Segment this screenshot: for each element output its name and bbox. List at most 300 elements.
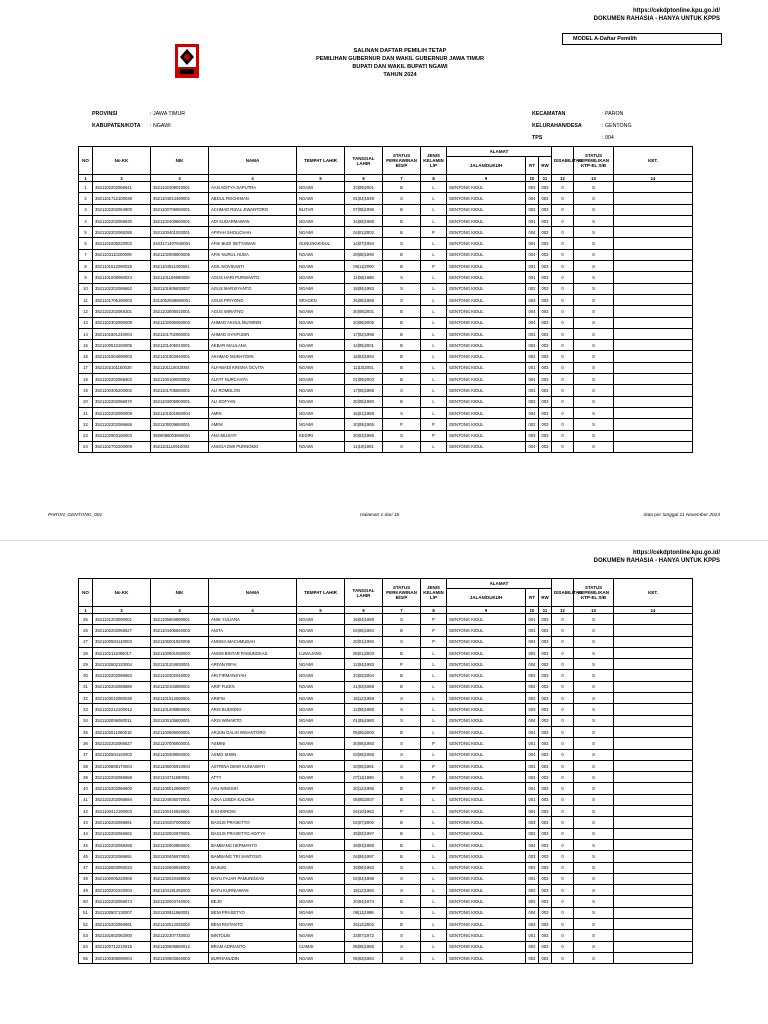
cell-row-no: 33	[79, 704, 93, 715]
cell-status-perkawinan: B	[383, 204, 421, 215]
cell-ktp-el: S	[574, 760, 614, 771]
cell-no-kk: 3521101712100038	[93, 193, 151, 204]
cell-jalan: GENTONG KIDUL	[447, 430, 526, 441]
cell-tempat-lahir: NGAWI	[297, 193, 345, 204]
cell-status-perkawinan: S	[383, 907, 421, 918]
cell-jenis-kelamin: L	[421, 806, 447, 817]
cell-rw: 003	[539, 272, 552, 283]
cell-rt: 002	[526, 828, 539, 839]
cell-jalan: GENTONG KIDUL	[447, 294, 526, 305]
cell-nik: 3521100410620001	[151, 806, 209, 817]
cell-row-no: 53	[79, 930, 93, 941]
cell-ket	[614, 738, 693, 749]
cell-jenis-kelamin: L	[421, 885, 447, 896]
cell-disabilitas: 0	[552, 817, 574, 828]
cell-status-perkawinan: B	[383, 351, 421, 362]
cell-jenis-kelamin: L	[421, 919, 447, 930]
cell-nik: 3521100501030002	[151, 647, 209, 658]
cell-jalan: GENTONG KIDUL	[447, 441, 526, 452]
cell-disabilitas: 0	[552, 328, 574, 339]
table-row	[79, 614, 693, 625]
cell-rt: 004	[526, 249, 539, 260]
col-alamat: ALAMAT	[447, 147, 552, 157]
cell-tempat-lahir: CIAMIS	[297, 941, 345, 952]
cell-ktp-el: S	[574, 919, 614, 930]
cell-tanggal-lahir: 10|09|1965	[345, 419, 383, 430]
cell-nik: 3521102307720002	[151, 930, 209, 941]
cell-rt: 001	[526, 385, 539, 396]
cell-jalan: GENTONG KIDUL	[447, 828, 526, 839]
cell-no-kk: 3521102202066658	[93, 772, 151, 783]
cell-tanggal-lahir: 07|06|1996	[345, 204, 383, 215]
cell-jenis-kelamin: P	[421, 430, 447, 441]
col-ket: KET.	[614, 147, 693, 175]
cell-jenis-kelamin: L	[421, 283, 447, 294]
cell-disabilitas: 0	[552, 794, 574, 805]
cell-nama: AKBAR MAULANA	[209, 340, 297, 351]
cell-ket	[614, 215, 693, 226]
cell-nama: ANA MUJIATI	[209, 430, 297, 441]
cell-row-no: 8	[79, 261, 93, 272]
table-row	[79, 328, 693, 339]
cell-nama: BURHANUDIN	[209, 952, 297, 963]
cell-status-perkawinan: S	[383, 952, 421, 963]
cell-row-no: 31	[79, 681, 93, 692]
cell-ket	[614, 828, 693, 839]
cell-jalan: GENTONG KIDUL	[447, 283, 526, 294]
table-row	[79, 294, 693, 305]
provinsi-label: PROVINSI	[92, 111, 118, 117]
cell-jalan: GENTONG KIDUL	[447, 952, 526, 963]
cell-ktp-el: S	[574, 261, 614, 272]
cell-nama: BAYU FAJAR PAMUNGKAS	[209, 873, 297, 884]
cell-disabilitas: 0	[552, 317, 574, 328]
col-disabilitas: DISABILITAS	[552, 147, 574, 175]
cell-ket	[614, 636, 693, 647]
table-row	[79, 306, 693, 317]
cell-row-no: 49	[79, 885, 93, 896]
cell-ket	[614, 919, 693, 930]
cell-tempat-lahir: NGAWI	[297, 441, 345, 452]
cell-disabilitas: 0	[552, 283, 574, 294]
cell-jenis-kelamin: L	[421, 407, 447, 418]
col-tempat-lahir: TEMPAT LAHIR	[297, 579, 345, 607]
voter-table-page-1	[78, 146, 693, 453]
cell-row-no: 48	[79, 873, 93, 884]
cell-ket	[614, 794, 693, 805]
cell-rt: 002	[526, 647, 539, 658]
column-index-row	[79, 607, 693, 614]
cell-disabilitas: 0	[552, 238, 574, 249]
cell-disabilitas: 0	[552, 227, 574, 238]
cell-nik: 3521100706960001	[151, 204, 209, 215]
cell-status-perkawinan: S	[383, 930, 421, 941]
cell-tanggal-lahir: 16|04|1989	[345, 614, 383, 625]
cell-rw: 003	[539, 215, 552, 226]
cell-jalan: GENTONG KIDUL	[447, 317, 526, 328]
cell-ket	[614, 294, 693, 305]
confidential-text: DOKUMEN RAHASIA - HANYA UNTUK KPPS	[593, 16, 720, 22]
col-jalan: JALAN/DUKUH	[447, 589, 526, 607]
url-text: https://cekdptonline.kpu.go.id/	[633, 8, 720, 14]
cell-row-no: 36	[79, 738, 93, 749]
cell-jalan: GENTONG KIDUL	[447, 374, 526, 385]
cell-ket	[614, 193, 693, 204]
cell-row-no: 54	[79, 941, 93, 952]
cell-nik: 3521106001920006	[151, 636, 209, 647]
cell-rw: 003	[539, 396, 552, 407]
cell-jalan: GENTONG KIDUL	[447, 351, 526, 362]
cell-no-kk: 3521102202068295	[93, 227, 151, 238]
cell-tempat-lahir: NGAWI	[297, 738, 345, 749]
cell-ktp-el: S	[574, 396, 614, 407]
cell-no-kk: 3521102202066691	[93, 817, 151, 828]
cell-nik: 3521102908900006	[151, 249, 209, 260]
cell-rt: 001	[526, 328, 539, 339]
cell-nik: 3521101206850001	[151, 704, 209, 715]
cell-status-perkawinan: S	[383, 941, 421, 952]
cell-disabilitas: 0	[552, 215, 574, 226]
cell-tempat-lahir: NGAWI	[297, 659, 345, 670]
cell-jalan: GENTONG KIDUL	[447, 862, 526, 873]
cell-status-perkawinan: B	[383, 261, 421, 272]
cell-ktp-el: S	[574, 873, 614, 884]
cell-ket	[614, 783, 693, 794]
cell-no-kk: 3521102202066683	[93, 670, 151, 681]
url-text: https://cekdptonline.kpu.go.id/	[633, 550, 720, 556]
table-row	[79, 396, 693, 407]
voter-table-page-2	[78, 578, 693, 964]
cell-nama: ALFABADI KRISNA OCVITA	[209, 362, 297, 373]
cell-row-no: 50	[79, 896, 93, 907]
cell-nik: 3521101405010001	[151, 340, 209, 351]
cell-ket	[614, 851, 693, 862]
cell-rw: 003	[539, 249, 552, 260]
cell-row-no: 34	[79, 715, 93, 726]
cell-no-kk: 3521102202066590	[93, 681, 151, 692]
cell-tanggal-lahir: 25|02|1997	[345, 828, 383, 839]
cell-tempat-lahir: NGAWI	[297, 930, 345, 941]
cell-tanggal-lahir: 14|05|2001	[345, 340, 383, 351]
cell-jenis-kelamin: L	[421, 873, 447, 884]
table-row	[79, 182, 693, 193]
cell-tanggal-lahir: 29|08|1990	[345, 249, 383, 260]
cell-jalan: GENTONG KIDUL	[447, 614, 526, 625]
cell-ket	[614, 806, 693, 817]
cell-tempat-lahir: NGAWI	[297, 919, 345, 930]
cell-disabilitas: 0	[552, 659, 574, 670]
cell-status-perkawinan: S	[383, 749, 421, 760]
cell-rw: 003	[539, 283, 552, 294]
cell-tanggal-lahir: 17|02|1996	[345, 328, 383, 339]
table-body	[79, 614, 693, 964]
col-status-perkawinan: STATUS PERKAWINAN B/S/P	[383, 147, 421, 175]
cell-no-kk: 3521102202064900	[93, 204, 151, 215]
cell-tempat-lahir: NGAWI	[297, 693, 345, 704]
cell-nik: 3403171407940001	[151, 238, 209, 249]
cell-tempat-lahir: NGAWI	[297, 783, 345, 794]
cell-nama: AFIK BUDI SETYAWAN	[209, 238, 297, 249]
cell-no-kk: 3521100005220006	[93, 873, 151, 884]
cell-nik: 3521100207000002	[151, 817, 209, 828]
cell-rw: 003	[539, 385, 552, 396]
cell-jenis-kelamin: L	[421, 749, 447, 760]
cell-rt: 002	[526, 772, 539, 783]
table-row	[79, 193, 693, 204]
cell-rt: 001	[526, 362, 539, 373]
kelurahan-label: KELURAHAN/DESA	[532, 123, 582, 129]
cell-status-perkawinan: B	[383, 328, 421, 339]
url-block	[594, 549, 720, 565]
cell-jalan: GENTONG KIDUL	[447, 873, 526, 884]
cell-rw: 003	[539, 430, 552, 441]
cell-disabilitas: 0	[552, 204, 574, 215]
cell-tanggal-lahir: 30|05|1990	[345, 396, 383, 407]
cell-nama: ANIK YULIANA	[209, 614, 297, 625]
col-rw: RW	[539, 157, 552, 175]
cell-rw: 003	[539, 715, 552, 726]
cell-tanggal-lahir: 25|08|1986	[345, 294, 383, 305]
cell-no-kk: 3521102202068301	[93, 306, 151, 317]
cell-nama: B KHOIRONI	[209, 806, 297, 817]
cell-jalan: GENTONG KIDUL	[447, 806, 526, 817]
cell-jenis-kelamin: L	[421, 441, 447, 452]
cell-status-perkawinan: S	[383, 294, 421, 305]
url-block	[594, 7, 720, 23]
column-index-cell: 11	[539, 175, 552, 182]
cell-tempat-lahir: NGAWI	[297, 249, 345, 260]
cell-ket	[614, 873, 693, 884]
cell-jenis-kelamin: L	[421, 726, 447, 737]
cell-tempat-lahir: NGAWI	[297, 227, 345, 238]
cell-ktp-el: S	[574, 885, 614, 896]
cell-nik: 3521101702960001	[151, 328, 209, 339]
cell-disabilitas: 0	[552, 873, 574, 884]
cell-no-kk: 3521102202066627	[93, 625, 151, 636]
cell-disabilitas: 0	[552, 294, 574, 305]
cell-nama: ARIF FUDIN	[209, 681, 297, 692]
cell-ktp-el: S	[574, 193, 614, 204]
cell-tanggal-lahir: 02|07|2000	[345, 817, 383, 828]
cell-nik: 3521107006600001	[151, 738, 209, 749]
cell-jenis-kelamin: L	[421, 374, 447, 385]
cell-rt: 003	[526, 817, 539, 828]
cell-nik: 3521100308550001	[151, 749, 209, 760]
cell-ktp-el: S	[574, 407, 614, 418]
cell-jenis-kelamin: L	[421, 704, 447, 715]
cell-row-no: 44	[79, 828, 93, 839]
cell-tempat-lahir: NGAWI	[297, 862, 345, 873]
cell-rw: 003	[539, 839, 552, 850]
cell-nama: ABDUL ROCHIMAN	[209, 193, 297, 204]
table-row	[79, 873, 693, 884]
table-row	[79, 817, 693, 828]
cell-rw: 003	[539, 907, 552, 918]
cell-ktp-el: S	[574, 851, 614, 862]
column-index-cell: 3	[151, 175, 209, 182]
cell-no-kk: 3521100006080011	[93, 715, 151, 726]
cell-jalan: GENTONG KIDUL	[447, 794, 526, 805]
cell-nama: ANGGA DWI PURNOMO	[209, 441, 297, 452]
cell-nik: 3521104406840003	[151, 625, 209, 636]
cell-ktp-el: S	[574, 272, 614, 283]
kabupaten-label: KABUPATEN/KOTA	[92, 123, 141, 129]
cell-ket	[614, 715, 693, 726]
column-index-cell: 12	[552, 175, 574, 182]
cell-nik: 3521100503840003	[151, 952, 209, 963]
table-row	[79, 659, 693, 670]
cell-row-no: 24	[79, 441, 93, 452]
cell-nik: 3521102103890001	[151, 681, 209, 692]
cell-jalan: GENTONG KIDUL	[447, 896, 526, 907]
cell-no-kk: 3521100405200002	[93, 385, 151, 396]
cell-tempat-lahir: NGAWI	[297, 328, 345, 339]
cell-ket	[614, 614, 693, 625]
cell-row-no: 51	[79, 907, 93, 918]
cell-rw: 003	[539, 738, 552, 749]
cell-row-no: 18	[79, 374, 93, 385]
cell-jalan: GENTONG KIDUL	[447, 738, 526, 749]
cell-disabilitas: 0	[552, 941, 574, 952]
cell-tempat-lahir: NGAWI	[297, 419, 345, 430]
footer-page-number: Halaman 1 dari 18	[360, 513, 400, 518]
cell-rw: 003	[539, 828, 552, 839]
cell-jenis-kelamin: L	[421, 952, 447, 963]
cell-rt: 002	[526, 896, 539, 907]
cell-nama: ARIS BUDIONO	[209, 704, 297, 715]
cell-nik: 3521100105800001	[151, 715, 209, 726]
cell-status-perkawinan: S	[383, 430, 421, 441]
cell-rt: 003	[526, 919, 539, 930]
tps-value: : 004	[602, 135, 614, 141]
cell-tempat-lahir: NGAWI	[297, 896, 345, 907]
cell-nama: AHMAD AKHUL MU'MININ	[209, 317, 297, 328]
cell-ket	[614, 351, 693, 362]
cell-tanggal-lahir: 23|09|2001	[345, 182, 383, 193]
table-row	[79, 227, 693, 238]
cell-row-no: 9	[79, 272, 93, 283]
cell-jenis-kelamin: L	[421, 215, 447, 226]
cell-tempat-lahir: NGAWI	[297, 272, 345, 283]
cell-jenis-kelamin: L	[421, 238, 447, 249]
cell-rt: 002	[526, 419, 539, 430]
cell-row-no: 29	[79, 659, 93, 670]
cell-jenis-kelamin: P	[421, 261, 447, 272]
cell-rw: 003	[539, 362, 552, 373]
cell-nama: AGIL NOVISANTI	[209, 261, 297, 272]
table-row	[79, 704, 693, 715]
cell-rt: 004	[526, 407, 539, 418]
cell-rt: 001	[526, 726, 539, 737]
column-index-cell: 8	[421, 175, 447, 182]
kecamatan-label: KECAMATAN	[532, 111, 566, 117]
cell-nama: ANOM BINTAR PAMUNGKAS	[209, 647, 297, 658]
cell-tempat-lahir: NGAWI	[297, 670, 345, 681]
cell-disabilitas: 0	[552, 693, 574, 704]
cell-ket	[614, 659, 693, 670]
cell-disabilitas: 0	[552, 930, 574, 941]
cell-jalan: GENTONG KIDUL	[447, 396, 526, 407]
cell-no-kk: 3521101601240004	[93, 328, 151, 339]
cell-nik: 3314052508860001	[151, 294, 209, 305]
cell-rw: 003	[539, 952, 552, 963]
table-row	[79, 783, 693, 794]
cell-disabilitas: 0	[552, 396, 574, 407]
cell-no-kk: 3521102202090009	[93, 407, 151, 418]
cell-jalan: GENTONG KIDUL	[447, 238, 526, 249]
cell-tanggal-lahir: 23|07|1972	[345, 930, 383, 941]
cell-ket	[614, 907, 693, 918]
cell-rw: 003	[539, 794, 552, 805]
column-index-cell: 13	[574, 607, 614, 614]
cell-jenis-kelamin: L	[421, 340, 447, 351]
cell-nik: 3521105604890001	[151, 614, 209, 625]
table-row	[79, 238, 693, 249]
cell-rw: 003	[539, 374, 552, 385]
cell-jenis-kelamin: L	[421, 362, 447, 373]
cell-rw: 003	[539, 941, 552, 952]
cell-tempat-lahir: NGAWI	[297, 625, 345, 636]
cell-ket	[614, 306, 693, 317]
table-row	[79, 351, 693, 362]
cell-tempat-lahir: NGAWI	[297, 396, 345, 407]
cell-nama: ACHMAD RIZAL JIWANTORO	[209, 204, 297, 215]
cell-jalan: GENTONG KIDUL	[447, 340, 526, 351]
cell-no-kk: 3521100510150005	[93, 340, 151, 351]
cell-jenis-kelamin: P	[421, 227, 447, 238]
cell-tempat-lahir: NGAWI	[297, 885, 345, 896]
cell-no-kk: 3521102202066694	[93, 794, 151, 805]
cell-nik: 3521102302040002	[151, 670, 209, 681]
cell-nik: 3521102020498003	[151, 873, 209, 884]
cell-nik: 3521100109030002	[151, 374, 209, 385]
cell-disabilitas: 0	[552, 362, 574, 373]
cell-nama: AHMAD SYAIFUDIN	[209, 328, 297, 339]
cell-disabilitas: 0	[552, 614, 574, 625]
cell-disabilitas: 0	[552, 851, 574, 862]
cell-row-no: 14	[79, 328, 93, 339]
cell-jenis-kelamin: L	[421, 317, 447, 328]
cell-nik: 3521100406970001	[151, 851, 209, 862]
cell-jenis-kelamin: L	[421, 385, 447, 396]
title-line: PEMILIHAN GUBERNUR DAN WAKIL GUBERNUR JAWA TIMUR	[315, 56, 485, 62]
column-index-cell: 4	[209, 175, 297, 182]
cell-ket	[614, 647, 693, 658]
cell-tempat-lahir: NGAWI	[297, 772, 345, 783]
cell-tempat-lahir: NGAWI	[297, 306, 345, 317]
document-title	[250, 47, 550, 79]
cell-ktp-el: S	[574, 749, 614, 760]
table-row	[79, 441, 693, 452]
cell-ket	[614, 885, 693, 896]
cell-no-kk: 3521102511080018	[93, 726, 151, 737]
cell-no-kk: 3521103010080038	[93, 693, 151, 704]
cell-nik: 3521102506630002	[151, 862, 209, 873]
cell-rt: 003	[526, 851, 539, 862]
cell-no-kk: 3521100308090004	[93, 952, 151, 963]
table-row	[79, 419, 693, 430]
cell-row-no: 2	[79, 193, 93, 204]
cell-jenis-kelamin: L	[421, 204, 447, 215]
cell-disabilitas: 0	[552, 407, 574, 418]
cell-row-no: 47	[79, 862, 93, 873]
cell-row-no: 21	[79, 407, 93, 418]
cell-row-no: 22	[79, 419, 93, 430]
cell-jalan: GENTONG KIDUL	[447, 182, 526, 193]
cell-nik: 3521104711690001	[151, 772, 209, 783]
cell-tempat-lahir: NGAWI	[297, 839, 345, 850]
cell-nama: ARIS WINARTO	[209, 715, 297, 726]
